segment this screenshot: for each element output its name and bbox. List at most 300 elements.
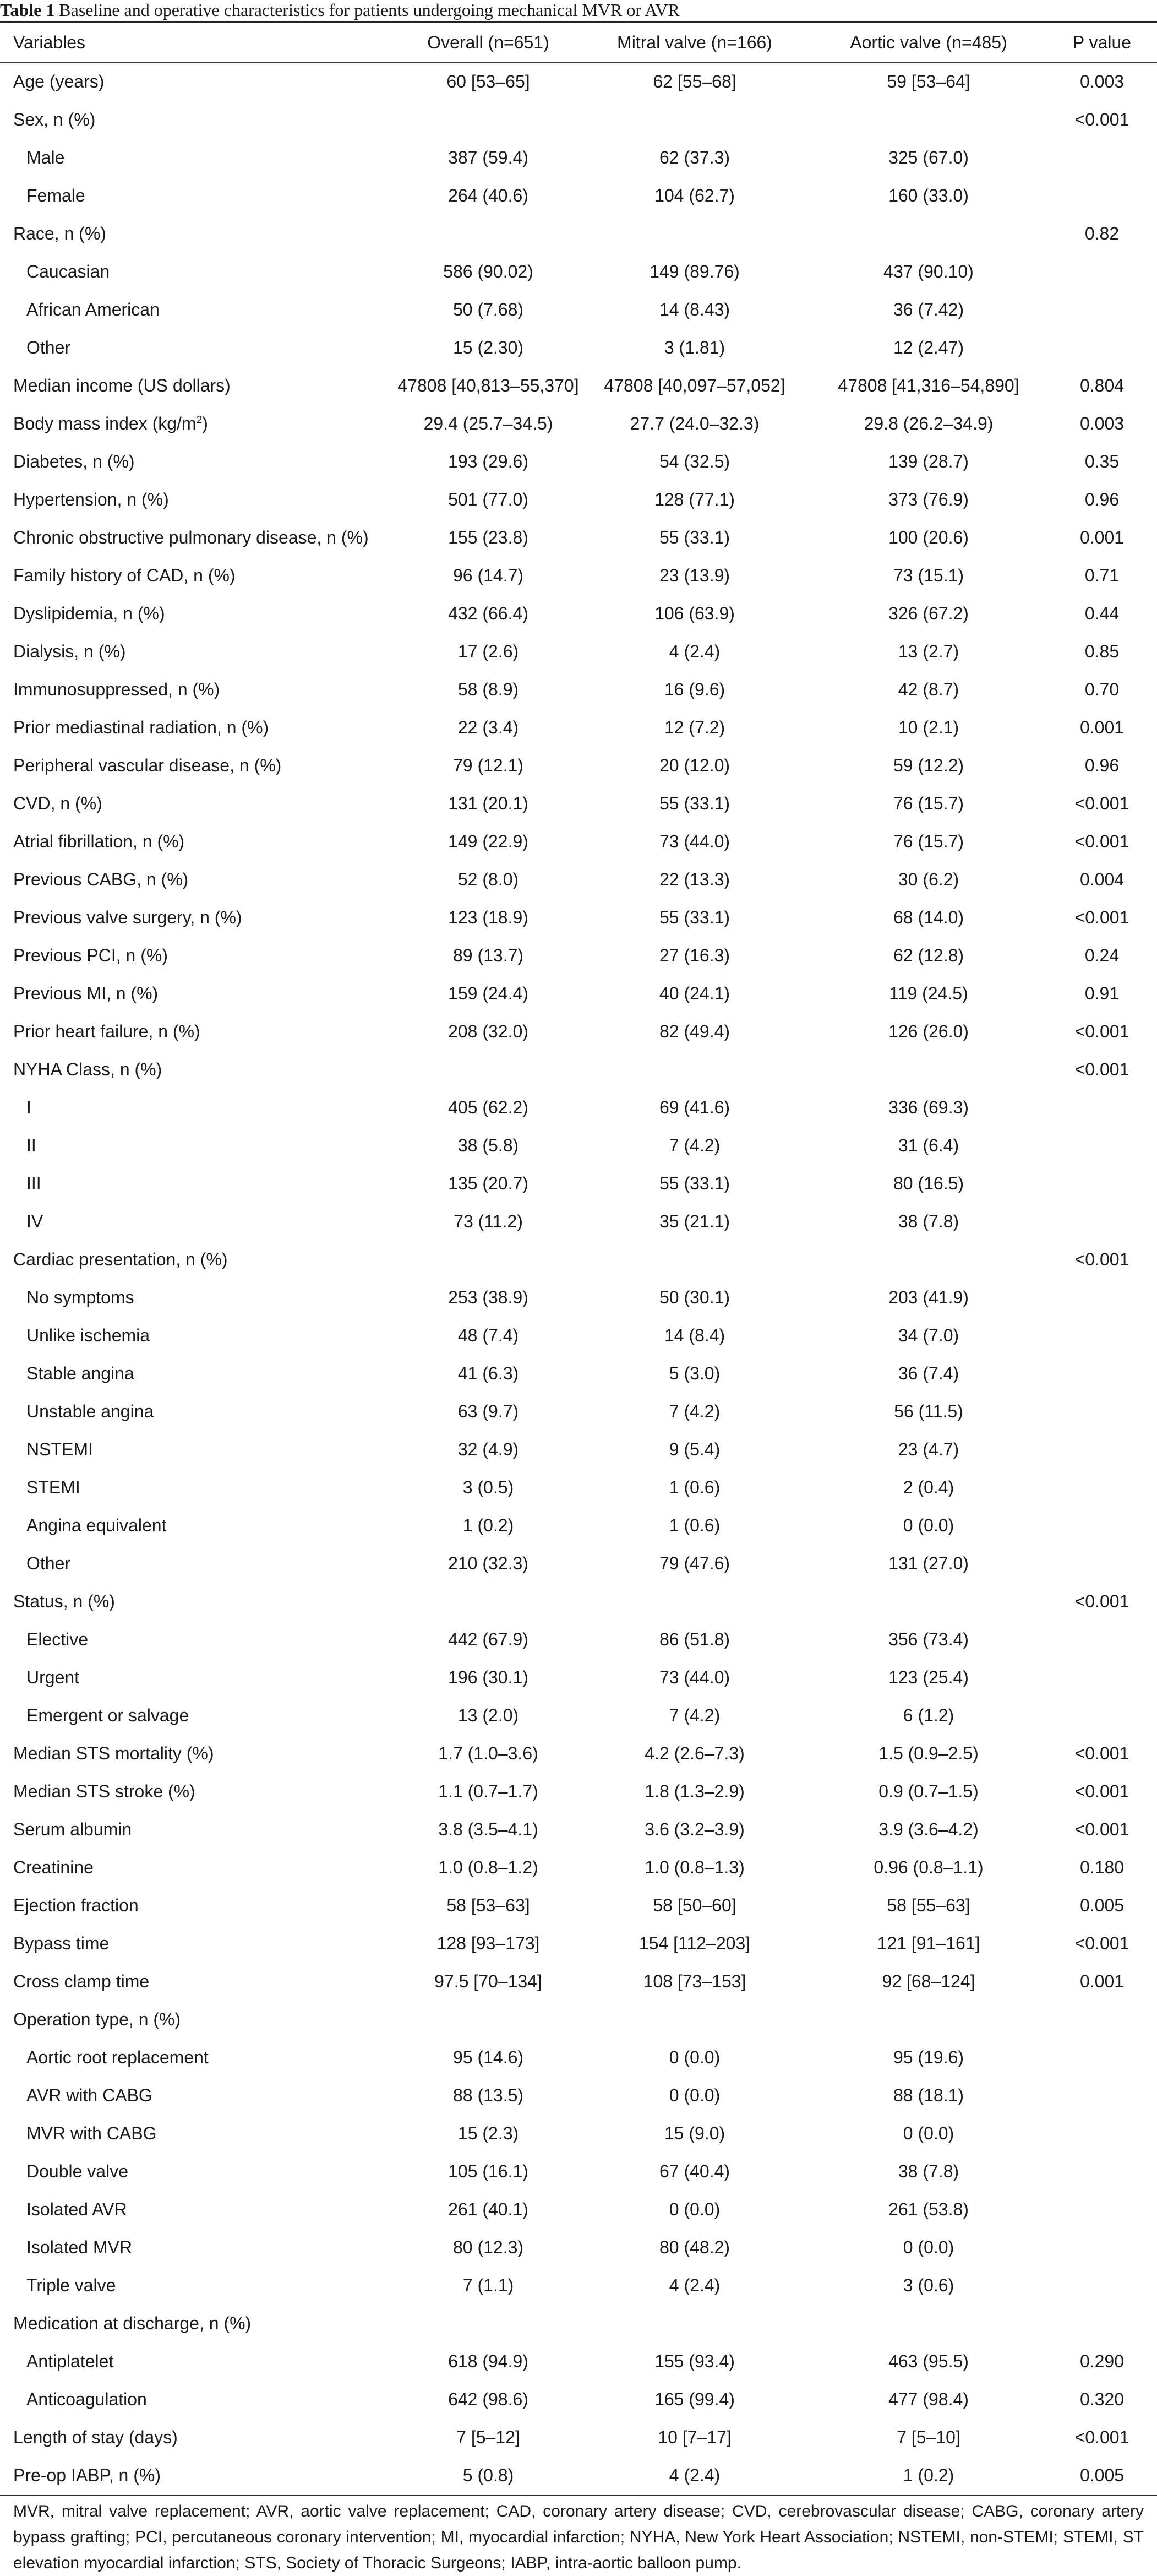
row-label [0, 1811, 397, 1849]
header-row [0, 23, 1157, 63]
row-label [0, 329, 397, 367]
row-label [0, 2267, 397, 2305]
row-label-text: Antiplatelet [26, 2351, 114, 2371]
cell-p-value: 0.96 [1084, 756, 1120, 775]
table-row [0, 1811, 1157, 1849]
row-label-text: Operation type, n (%) [13, 2009, 181, 2029]
table-row [0, 2039, 1157, 2077]
table-row [0, 2077, 1157, 2115]
cell-mitral-valve: 165 (99.4) [654, 2389, 735, 2409]
row-label-text: Hypertension, n (%) [13, 490, 169, 509]
row-label-end: ) [202, 414, 208, 433]
cell-aortic-valve: 123 (25.4) [888, 1667, 969, 1687]
row-label [0, 747, 397, 785]
row-label-superscript: 2 [196, 414, 203, 426]
cell-aortic-valve: 6 (1.2) [903, 1705, 954, 1725]
cell-p-value: <0.001 [1074, 1021, 1129, 1041]
cell-overall: 73 (11.2) [454, 1211, 523, 1231]
cell-p-value [1047, 2001, 1157, 2039]
cell-mitral-valve: 3.6 (3.2–3.9) [645, 1819, 745, 1839]
row-label [0, 1279, 397, 1317]
cell-mitral-valve: 55 (33.1) [659, 794, 730, 813]
cell-overall: 15 (2.3) [457, 2123, 519, 2143]
row-label [0, 1697, 397, 1735]
row-label [0, 101, 397, 139]
cell-p-value: 0.82 [1084, 224, 1120, 243]
table-row [0, 1355, 1157, 1393]
cell-p-value: <0.001 [1074, 1059, 1129, 1079]
row-label-text: Prior heart failure, n (%) [13, 1021, 200, 1041]
table-row [0, 101, 1157, 139]
table-row [0, 215, 1157, 253]
cell-overall: 32 (4.9) [457, 1439, 519, 1459]
row-label [0, 2077, 397, 2115]
table-row [0, 1127, 1157, 1165]
table-row [0, 367, 1157, 405]
cell-mitral-valve: 0 (0.0) [669, 2199, 721, 2219]
table-row [0, 2381, 1157, 2419]
table-row [0, 1545, 1157, 1583]
table-row [0, 329, 1157, 367]
cell-overall: 52 (8.0) [457, 869, 519, 889]
cell-overall: 13 (2.0) [457, 1705, 519, 1725]
table-row [0, 747, 1157, 785]
row-label-text: African American [26, 300, 160, 319]
cell-aortic-valve: 68 (14.0) [893, 907, 964, 927]
table-row [0, 1469, 1157, 1507]
cell-mitral-valve: 79 (47.6) [659, 1553, 730, 1573]
table-row [0, 2419, 1157, 2457]
row-label-text: Cross clamp time [13, 1971, 150, 1991]
cell-overall: 128 [93–173] [436, 1933, 540, 1953]
cell-mitral-valve: 86 (51.8) [659, 1629, 730, 1649]
cell-aortic-valve: 0 (0.0) [903, 2237, 954, 2257]
row-label [0, 2001, 397, 2039]
cell-overall: 96 (14.7) [452, 566, 524, 585]
cell-overall: 105 (16.1) [448, 2161, 528, 2181]
table-caption [0, 0, 1157, 20]
cell-p-value: 0.70 [1084, 680, 1120, 699]
cell-aortic-valve: 58 [55–63] [887, 1895, 970, 1915]
row-label [0, 557, 397, 595]
cell-overall [397, 1241, 579, 1279]
row-label [0, 139, 397, 177]
table-row [0, 557, 1157, 595]
cell-overall: 208 (32.0) [448, 1021, 528, 1041]
cell-aortic-valve: 477 (98.4) [888, 2389, 969, 2409]
cell-mitral-valve: 12 (7.2) [664, 718, 725, 737]
cell-mitral-valve: 47808 [40,097–57,052] [604, 376, 785, 395]
cell-overall: 1.0 (0.8–1.2) [438, 1857, 538, 1877]
cell-overall: 41 (6.3) [457, 1363, 519, 1383]
table-row [0, 1203, 1157, 1241]
row-label-text: Angina equivalent [26, 1515, 167, 1535]
table-row [0, 2153, 1157, 2191]
row-label [0, 367, 397, 405]
cell-aortic-valve: 7 [5–10] [897, 2427, 960, 2447]
cell-overall: 97.5 [70–134] [434, 1971, 542, 1991]
cell-p-value [1047, 2039, 1157, 2077]
cell-overall: 17 (2.6) [457, 642, 519, 661]
row-label-text: Body mass index (kg/m [13, 414, 197, 433]
cell-mitral-valve: 128 (77.1) [654, 490, 735, 509]
table-row [0, 481, 1157, 519]
header-aortic-valve: Aortic valve (n=485) [810, 23, 1047, 63]
row-label-text: Anticoagulation [26, 2389, 147, 2409]
cell-p-value [1047, 2115, 1157, 2153]
cell-aortic-valve [810, 1051, 1047, 1089]
cell-p-value [1047, 2191, 1157, 2229]
row-label-text: Family history of CAD, n (%) [13, 566, 236, 585]
cell-mitral-valve: 1.8 (1.3–2.9) [645, 1781, 745, 1801]
cell-overall: 88 (13.5) [452, 2085, 524, 2105]
cell-mitral-valve [579, 101, 810, 139]
row-label [0, 1773, 397, 1811]
table-caption-text: Baseline and operative characteristics for patients undergoing mechanical MVR or AVR [59, 0, 680, 20]
row-label-text: Chronic obstructive pulmonary disease, n (%) [13, 528, 369, 547]
cell-overall: 586 (90.02) [443, 262, 533, 281]
cell-p-value [1047, 329, 1157, 367]
cell-aortic-valve [810, 2305, 1047, 2343]
cell-mitral-valve: 27.7 (24.0–32.3) [630, 414, 760, 433]
table-row [0, 1697, 1157, 1735]
cell-p-value [1047, 253, 1157, 291]
cell-overall [397, 1051, 579, 1089]
cell-mitral-valve: 10 [7–17] [658, 2427, 732, 2447]
row-label [0, 1925, 397, 1963]
cell-p-value [1047, 1127, 1157, 1165]
row-label [0, 481, 397, 519]
cell-aortic-valve: 336 (69.3) [888, 1097, 969, 1117]
row-label [0, 2343, 397, 2381]
cell-mitral-valve: 73 (44.0) [659, 1667, 730, 1687]
cell-p-value [1047, 1697, 1157, 1735]
row-label [0, 177, 397, 215]
cell-mitral-valve: 22 (13.3) [659, 869, 730, 889]
cell-p-value [1047, 139, 1157, 177]
table-row [0, 1735, 1157, 1773]
cell-mitral-valve: 14 (8.43) [659, 300, 730, 319]
table-row [0, 1165, 1157, 1203]
cell-mitral-valve: 1.0 (0.8–1.3) [645, 1857, 745, 1877]
cell-p-value [1047, 1545, 1157, 1583]
cell-p-value: 0.320 [1079, 2389, 1125, 2409]
cell-overall: 48 (7.4) [457, 1325, 519, 1345]
cell-p-value: 0.24 [1084, 945, 1120, 965]
row-label [0, 2229, 397, 2267]
cell-p-value: 0.290 [1079, 2351, 1125, 2371]
cell-aortic-valve: 1 (0.2) [810, 2457, 1047, 2495]
table-row [0, 177, 1157, 215]
table-row [0, 1089, 1157, 1127]
cell-aortic-valve: 92 [68–124] [882, 1971, 975, 1991]
row-label [0, 1165, 397, 1203]
cell-p-value: 0.91 [1084, 983, 1120, 1003]
cell-overall: 38 (5.8) [457, 1135, 519, 1155]
cell-mitral-valve: 58 [50–60] [653, 1895, 736, 1915]
row-label-text: Age (years) [13, 72, 105, 91]
cell-aortic-valve: 325 (67.0) [888, 148, 969, 167]
row-label-text: Immunosuppressed, n (%) [13, 680, 220, 699]
cell-aortic-valve: 36 (7.4) [898, 1363, 959, 1383]
table-row [0, 1963, 1157, 2001]
cell-p-value: 0.35 [1084, 452, 1120, 471]
cell-aortic-valve [810, 2001, 1047, 2039]
cell-p-value [1047, 1089, 1157, 1127]
cell-p-value: 0.005 [1047, 2457, 1157, 2495]
row-label-text: I [26, 1097, 31, 1117]
table-row [0, 1241, 1157, 1279]
row-label [0, 62, 397, 101]
cell-aortic-valve: 373 (76.9) [888, 490, 969, 509]
cell-mitral-valve: 54 (32.5) [659, 452, 730, 471]
cell-overall: 123 (18.9) [448, 907, 528, 927]
cell-p-value [1047, 2153, 1157, 2191]
table-row [0, 1583, 1157, 1621]
row-label-text: Isolated MVR [26, 2237, 133, 2257]
table-row [0, 2191, 1157, 2229]
cell-aortic-valve: 0.96 (0.8–1.1) [874, 1857, 984, 1877]
row-label [0, 709, 397, 747]
row-label [0, 1317, 397, 1355]
row-label [0, 253, 397, 291]
cell-overall: 63 (9.7) [457, 1401, 519, 1421]
cell-overall: 60 [53–65] [446, 72, 530, 91]
cell-mitral-valve: 3 (1.81) [664, 338, 725, 357]
cell-overall: 261 (40.1) [448, 2199, 528, 2219]
row-label [0, 671, 397, 709]
cell-aortic-valve: 36 (7.42) [893, 300, 964, 319]
cell-aortic-valve: 131 (27.0) [888, 1553, 969, 1573]
cell-p-value [1047, 1469, 1157, 1507]
row-label [0, 595, 397, 633]
row-label-text: IV [26, 1211, 43, 1231]
cell-overall: 15 (2.30) [452, 338, 524, 357]
row-label-text: Emergent or salvage [26, 1705, 189, 1725]
cell-aortic-valve: 10 (2.1) [898, 718, 959, 737]
cell-mitral-valve: 7 (4.2) [669, 1705, 721, 1725]
cell-mitral-valve: 1 (0.6) [669, 1515, 721, 1535]
table-row [0, 2267, 1157, 2305]
cell-p-value [1047, 1659, 1157, 1697]
row-label-text: Aortic root replacement [26, 2047, 209, 2067]
cell-mitral-valve: 55 (33.1) [659, 907, 730, 927]
cell-mitral-valve: 4 (2.4) [669, 642, 721, 661]
row-label-text: Length of stay (days) [13, 2427, 178, 2447]
cell-aortic-valve: 56 (11.5) [894, 1401, 963, 1421]
row-label [0, 1583, 397, 1621]
cell-p-value: <0.001 [1074, 1819, 1129, 1839]
cell-aortic-valve: 47808 [41,316–54,890] [838, 376, 1019, 395]
cell-mitral-valve: 4.2 (2.6–7.3) [645, 1743, 745, 1763]
table-row [0, 1621, 1157, 1659]
table-row [0, 2457, 1157, 2495]
row-label [0, 899, 397, 937]
row-label-text: Other [26, 1553, 71, 1573]
cell-aortic-valve: 62 (12.8) [893, 945, 964, 965]
cell-p-value [1047, 177, 1157, 215]
table-row [0, 671, 1157, 709]
cell-overall: 432 (66.4) [448, 604, 528, 623]
row-label [0, 2191, 397, 2229]
row-label-text: Isolated AVR [26, 2199, 127, 2219]
cell-aortic-valve [810, 1583, 1047, 1621]
table-row [0, 861, 1157, 899]
table-row [0, 937, 1157, 975]
cell-overall: 387 (59.4) [448, 148, 528, 167]
row-label-text: Race, n (%) [13, 224, 106, 243]
row-label [0, 2305, 397, 2343]
cell-p-value [1047, 1507, 1157, 1545]
cell-mitral-valve: 62 (37.3) [659, 148, 730, 167]
cell-overall: 135 (20.7) [448, 1173, 528, 1193]
row-label-text: Elective [26, 1629, 89, 1649]
cell-overall [397, 101, 579, 139]
cell-mitral-valve: 4 (2.4) [579, 2457, 810, 2495]
cell-mitral-valve: 104 (62.7) [654, 186, 735, 205]
row-label-text: III [26, 1173, 41, 1193]
table-row [0, 1849, 1157, 1887]
cell-overall: 58 [53–63] [446, 1895, 530, 1915]
cell-mitral-valve: 106 (63.9) [654, 604, 735, 623]
row-label [0, 1887, 397, 1925]
cell-aortic-valve: 31 (6.4) [898, 1135, 959, 1155]
table-row [0, 139, 1157, 177]
row-label [0, 1735, 397, 1773]
cell-p-value: 0.001 [1079, 528, 1125, 547]
table-row [0, 1507, 1157, 1545]
header-mitral-valve: Mitral valve (n=166) [579, 23, 810, 63]
row-label-text: Double valve [26, 2161, 128, 2181]
table-row [0, 1659, 1157, 1697]
cell-aortic-valve: 59 (12.2) [893, 756, 964, 775]
table-footnote: MVR, mitral valve replacement; AVR, aortic valve replacement; CAD, coronary artery disease; CVD, cerebrovascular disease; CABG, coronary artery bypass grafting; PCI, percutaneous coronary intervention; MI, myocardial infarction; NYHA, New York Heart Association; NSTEMI, non-STEMI; STEMI, ST elevation myocardial infarction; STS, Society of Thoracic Surgeons; IABP, intra-aortic balloon pump. [13, 2502, 1144, 2572]
cell-aortic-valve: 1.5 (0.9–2.5) [878, 1743, 979, 1763]
table-row [0, 2115, 1157, 2153]
cell-p-value [1047, 2305, 1157, 2343]
cell-aortic-valve: 100 (20.6) [888, 528, 969, 547]
cell-p-value: 0.180 [1079, 1857, 1125, 1877]
cell-mitral-valve: 14 (8.4) [664, 1325, 725, 1345]
table-row [0, 633, 1157, 671]
cell-aortic-valve: 38 (7.8) [898, 2161, 959, 2181]
row-label-text: Urgent [26, 1667, 80, 1687]
cell-p-value: 0.003 [1079, 72, 1125, 91]
row-label [0, 1203, 397, 1241]
cell-p-value: 0.44 [1084, 604, 1120, 623]
cell-overall: 618 (94.9) [448, 2351, 528, 2371]
cell-p-value [1047, 1355, 1157, 1393]
cell-p-value: 0.85 [1084, 642, 1120, 661]
cell-mitral-valve: 15 (9.0) [664, 2123, 725, 2143]
cell-aortic-valve: 203 (41.9) [888, 1287, 969, 1307]
table-row [0, 709, 1157, 747]
cell-aortic-valve: 0.9 (0.7–1.5) [878, 1781, 979, 1801]
cell-overall: 29.4 (25.7–34.5) [423, 414, 553, 433]
cell-overall [397, 1583, 579, 1621]
characteristics-table [0, 21, 1157, 2496]
table-row [0, 785, 1157, 823]
row-label [0, 823, 397, 861]
row-label [0, 443, 397, 481]
row-label [0, 215, 397, 253]
row-label [0, 1051, 397, 1089]
cell-aortic-valve: 3.9 (3.6–4.2) [878, 1819, 979, 1839]
cell-p-value: 0.96 [1084, 490, 1120, 509]
cell-aortic-valve: 121 [91–161] [877, 1933, 980, 1953]
row-label-text: Male [26, 148, 65, 167]
row-label-text: Sex, n (%) [13, 110, 96, 129]
cell-overall: 642 (98.6) [448, 2389, 528, 2409]
row-label-text: No symptoms [26, 1287, 134, 1307]
table-row [0, 1317, 1157, 1355]
cell-p-value: <0.001 [1074, 907, 1129, 927]
cell-aortic-valve: 12 (2.47) [893, 338, 964, 357]
cell-aortic-valve: 3 (0.6) [903, 2275, 954, 2295]
cell-aortic-valve: 29.8 (26.2–34.9) [864, 414, 994, 433]
row-label-text: Median income (US dollars) [13, 376, 231, 395]
cell-p-value: <0.001 [1074, 110, 1129, 129]
table-row [0, 1925, 1157, 1963]
cell-mitral-valve: 50 (30.1) [659, 1287, 730, 1307]
cell-mitral-valve: 82 (49.4) [659, 1021, 730, 1041]
row-label-text: Diabetes, n (%) [13, 452, 135, 471]
cell-aortic-valve: 139 (28.7) [888, 452, 969, 471]
row-label-text: Creatinine [13, 1857, 94, 1877]
cell-overall: 3 (0.5) [462, 1477, 514, 1497]
row-label-text: Atrial fibrillation, n (%) [13, 832, 185, 851]
row-label [0, 2115, 397, 2153]
cell-aortic-valve: 160 (33.0) [888, 186, 969, 205]
cell-overall: 50 (7.68) [452, 300, 524, 319]
row-label [0, 1469, 397, 1507]
cell-mitral-valve [579, 1583, 810, 1621]
cell-aortic-valve: 95 (19.6) [893, 2047, 964, 2067]
table-row [0, 443, 1157, 481]
table-caption-label: Table 1 [0, 0, 55, 20]
row-label-text: Prior mediastinal radiation, n (%) [13, 718, 269, 737]
row-label [0, 519, 397, 557]
cell-p-value: <0.001 [1074, 2427, 1129, 2447]
cell-overall: 47808 [40,813–55,370] [397, 376, 579, 395]
cell-aortic-valve: 30 (6.2) [898, 869, 959, 889]
cell-p-value: 0.004 [1079, 869, 1125, 889]
cell-mitral-valve: 1 (0.6) [669, 1477, 721, 1497]
cell-overall: 253 (38.9) [448, 1287, 528, 1307]
cell-p-value: <0.001 [1074, 1249, 1129, 1269]
cell-aortic-valve: 326 (67.2) [888, 604, 969, 623]
cell-aortic-valve [810, 101, 1047, 139]
table-row [0, 519, 1157, 557]
cell-overall: 5 (0.8) [397, 2457, 579, 2495]
row-label-text: Female [26, 186, 85, 205]
cell-overall: 79 (12.1) [452, 756, 524, 775]
cell-mitral-valve: 4 (2.4) [669, 2275, 721, 2295]
cell-aortic-valve: 0 (0.0) [903, 2123, 954, 2143]
cell-aortic-valve: 2 (0.4) [903, 1477, 954, 1497]
cell-p-value [1047, 2229, 1157, 2267]
cell-mitral-valve: 67 (40.4) [659, 2161, 730, 2181]
cell-overall: 155 (23.8) [448, 528, 528, 547]
cell-mitral-valve: 80 (48.2) [659, 2237, 730, 2257]
cell-aortic-valve: 463 (95.5) [888, 2351, 969, 2371]
row-label [0, 2419, 397, 2457]
table-row [0, 1051, 1157, 1089]
cell-p-value: 0.001 [1079, 718, 1125, 737]
row-label [0, 2381, 397, 2419]
row-label-text: Dialysis, n (%) [13, 642, 126, 661]
row-label [0, 405, 397, 443]
